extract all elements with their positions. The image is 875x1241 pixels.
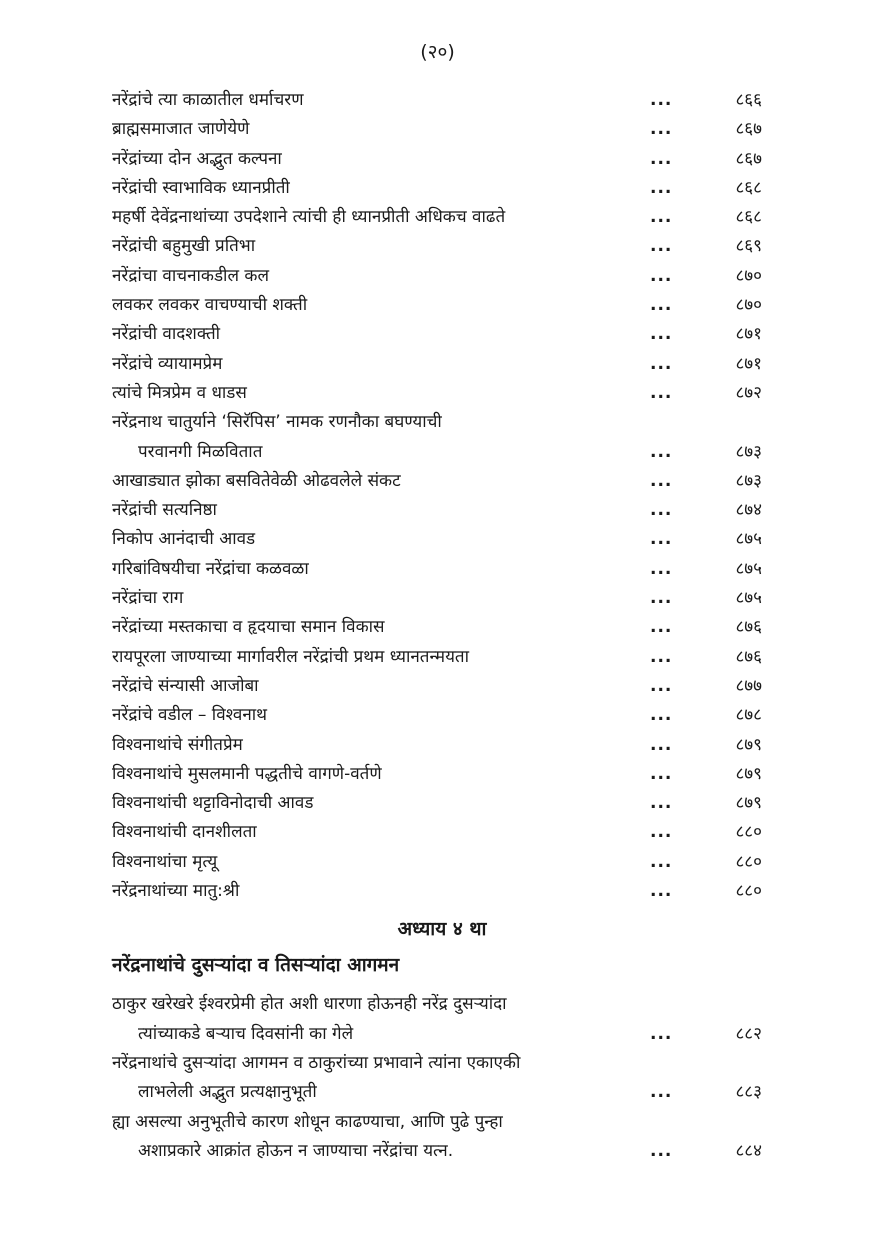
toc-leader-dots: ... xyxy=(650,353,673,374)
toc-group-1 xyxy=(112,86,772,408)
toc-leader-dots: ... xyxy=(650,705,673,726)
toc-entry xyxy=(112,990,772,1049)
toc-leader-dots: ... xyxy=(650,148,673,169)
toc-entry-title: गरिबांविषयीचा नरेंद्रांचा कळवळा xyxy=(112,558,309,579)
toc-entry xyxy=(112,174,772,203)
toc-page-number: ८८० xyxy=(735,881,762,902)
toc-entry-title-line2: त्यांच्याकडे बऱ्याच दिवसांनी का गेले xyxy=(138,1023,354,1044)
toc-entry-title xyxy=(112,1049,650,1108)
toc-entry xyxy=(112,584,772,613)
toc-entry xyxy=(112,232,772,261)
toc-entry xyxy=(112,731,772,760)
toc-leader-dots: ... xyxy=(650,324,673,345)
toc-leader-dots: ... xyxy=(650,529,673,550)
section-heading: नरेंद्रनाथांचे दुसऱ्यांदा व तिसऱ्यांदा आगमन xyxy=(112,954,400,977)
table-of-contents xyxy=(112,86,772,1166)
toc-page-number: ८७९ xyxy=(735,793,762,814)
toc-entry-title-line1: नरेंद्रनाथांचे दुसऱ्यांदा आगमन व ठाकुरांच्या प्रभावाने त्यांना एकाएकी xyxy=(112,1052,521,1073)
toc-page-number: ८७० xyxy=(735,295,762,316)
toc-entry xyxy=(112,115,772,144)
toc-entry-title xyxy=(112,990,650,1049)
page-number: (२०) xyxy=(420,41,455,63)
toc-page-number: ८७५ xyxy=(735,529,762,550)
toc-leader-dots: ... xyxy=(650,588,673,609)
toc-entry-title: रायपूरला जाण्याच्या मार्गावरील नरेंद्रांची प्रथम ध्यानतन्मयता xyxy=(112,646,470,667)
toc-page-number: ८८२ xyxy=(735,1023,762,1044)
toc-entry-title: ब्राह्मसमाजात जाणेयेणे xyxy=(112,119,250,140)
toc-page-number: ८७५ xyxy=(735,558,762,579)
toc-leader-dots: ... xyxy=(650,734,673,755)
toc-leader-dots: ... xyxy=(650,90,673,110)
toc-entry-title: नरेंद्रांचे व्यायामप्रेम xyxy=(112,353,223,374)
toc-leader-dots: ... xyxy=(650,441,673,462)
toc-entry-title: नरेंद्रांचा वाचनाकडील कल xyxy=(112,265,269,286)
toc-page-number: ८६९ xyxy=(735,236,762,257)
toc-entry xyxy=(112,262,772,291)
toc-entry-title: निकोप आनंदाची आवड xyxy=(112,529,256,550)
toc-entry-title: नरेंद्रांच्या दोन अद्भुत कल्पना xyxy=(112,148,282,169)
toc-entry xyxy=(112,555,772,584)
toc-entry-title: नरेंद्रनाथांच्या मातु:श्री xyxy=(112,881,240,902)
toc-entry xyxy=(112,408,772,467)
toc-entry-title: नरेंद्रांच्या मस्तकाचा व हृदयाचा समान विकास xyxy=(112,617,385,638)
toc-entry xyxy=(112,848,772,877)
toc-entry xyxy=(112,789,772,818)
toc-entry-title-line2: परवानगी मिळवितात xyxy=(138,441,263,462)
toc-entry-title: नरेंद्रांचे संन्यासी आजोबा xyxy=(112,675,259,696)
toc-entry-title: नरेंद्रांची सत्यनिष्ठा xyxy=(112,500,217,521)
toc-leader-dots: ... xyxy=(650,119,673,140)
toc-leader-dots: ... xyxy=(650,851,673,872)
toc-entry xyxy=(112,613,772,642)
toc-leader-dots: ... xyxy=(650,617,673,638)
toc-leader-dots: ... xyxy=(650,295,673,316)
toc-page-number: ८७२ xyxy=(735,382,762,403)
toc-page-number: ८७९ xyxy=(735,734,762,755)
toc-entry-title: लवकर लवकर वाचण्याची शक्ती xyxy=(112,295,308,316)
toc-page-number: ८७५ xyxy=(735,588,762,609)
toc-entry-title-line2: लाभलेली अद्भुत प्रत्यक्षानुभूती xyxy=(138,1082,317,1103)
toc-page-number: ८७१ xyxy=(735,353,762,374)
toc-page-number: ८७३ xyxy=(735,470,762,491)
toc-page-number: ८६८ xyxy=(735,207,762,228)
toc-entry-title: विश्वनाथांचे मुसलमानी पद्धतीचे वागणे-वर्तणे xyxy=(112,763,382,784)
toc-leader-dots: ... xyxy=(650,207,673,228)
toc-entry xyxy=(112,467,772,496)
toc-leader-dots: ... xyxy=(650,881,673,902)
toc-entry-title: विश्वनाथांची थट्टाविनोदाची आवड xyxy=(112,793,314,814)
toc-entry xyxy=(112,877,772,906)
toc-entry-title: नरेंद्रांची बहुमुखी प्रतिभा xyxy=(112,236,256,257)
toc-page-number: ८७९ xyxy=(735,763,762,784)
toc-leader-dots: ... xyxy=(650,558,673,579)
toc-entry xyxy=(112,379,772,408)
toc-entry-title: विश्वनाथांचा मृत्यू xyxy=(112,851,218,872)
toc-entry-title-line1: नरेंद्रनाथ चातुर्याने ‘सिरॅपिस’ नामक रणनौका बघण्याची xyxy=(112,412,442,433)
toc-leader-dots: ... xyxy=(650,470,673,491)
toc-page-number: ८७१ xyxy=(735,324,762,345)
toc-entry-title xyxy=(112,408,650,467)
toc-page-number: ८७७ xyxy=(735,675,762,696)
toc-leader-dots: ... xyxy=(650,1082,673,1103)
toc-entry xyxy=(112,203,772,232)
toc-group-3 xyxy=(112,990,772,1166)
toc-entry-title-line1: ह्या असल्या अनुभूतीचे कारण शोधून काढण्याचा, आणि पुढे पुन्हा xyxy=(112,1111,503,1132)
toc-entry-title xyxy=(112,1108,650,1167)
toc-page-number: ८७३ xyxy=(735,441,762,462)
toc-page-number: ८८० xyxy=(735,851,762,872)
toc-entry-title: नरेंद्रांचे वडील – विश्वनाथ xyxy=(112,705,268,726)
toc-entry-title: नरेंद्रांची वादशक्ती xyxy=(112,324,221,345)
toc-entry xyxy=(112,86,772,115)
toc-leader-dots: ... xyxy=(650,675,673,696)
toc-page-number: ८७८ xyxy=(735,705,762,726)
toc-entry-title: महर्षी देवेंद्रनाथांच्या उपदेशाने त्यांची ही ध्यानप्रीती अधिकच वाढते xyxy=(112,207,506,228)
toc-page-number: ८६६ xyxy=(735,90,762,110)
toc-entry-title: आखाड्यात झोका बसवितेवेळी ओढवलेले संकट xyxy=(112,470,401,491)
toc-page-number: ८८४ xyxy=(735,1140,762,1161)
toc-entry xyxy=(112,145,772,174)
toc-leader-dots: ... xyxy=(650,500,673,521)
toc-page-number: ८६७ xyxy=(735,119,762,140)
toc-entry xyxy=(112,350,772,379)
toc-leader-dots: ... xyxy=(650,763,673,784)
toc-group-2 xyxy=(112,467,772,906)
toc-entry xyxy=(112,320,772,349)
toc-leader-dots: ... xyxy=(650,646,673,667)
toc-entry xyxy=(112,760,772,789)
toc-entry-title: विश्वनाथांची दानशीलता xyxy=(112,822,257,843)
toc-entry-title: विश्वनाथांचे संगीतप्रेम xyxy=(112,734,243,755)
toc-entry xyxy=(112,818,772,847)
toc-entry-title-line2: अशाप्रकारे आक्रांत होऊन न जाण्याचा नरेंद्रांचा यत्न. xyxy=(138,1140,454,1161)
toc-entry-title: त्यांचे मित्रप्रेम व धाडस xyxy=(112,382,247,403)
toc-page-number: ८६८ xyxy=(735,177,762,198)
chapter-heading: अध्याय ४ था xyxy=(397,918,487,941)
toc-entry xyxy=(112,701,772,730)
toc-leader-dots: ... xyxy=(650,236,673,257)
toc-page-number: ८७६ xyxy=(735,646,762,667)
toc-leader-dots: ... xyxy=(650,793,673,814)
toc-page-number: ८७० xyxy=(735,265,762,286)
toc-entry-title: नरेंद्रांचा राग xyxy=(112,588,184,609)
toc-entry xyxy=(112,496,772,525)
toc-page-number: ८७४ xyxy=(735,500,762,521)
toc-entry xyxy=(112,643,772,672)
toc-entry xyxy=(112,672,772,701)
toc-entry xyxy=(112,1108,772,1167)
toc-leader-dots: ... xyxy=(650,382,673,403)
toc-page-number: ८६७ xyxy=(735,148,762,169)
toc-leader-dots: ... xyxy=(650,177,673,198)
toc-leader-dots: ... xyxy=(650,822,673,843)
toc-entry-title-line1: ठाकुर खरेखरे ईश्वरप्रेमी होत अशी धारणा होऊनही नरेंद्र दुसऱ्यांदा xyxy=(112,994,507,1015)
toc-page-number: ८७६ xyxy=(735,617,762,638)
toc-entry-title: नरेंद्रांची स्वाभाविक ध्यानप्रीती xyxy=(112,177,290,198)
toc-entry-title: नरेंद्रांचे त्या काळातील धर्माचरण xyxy=(112,90,304,110)
toc-entry xyxy=(112,291,772,320)
toc-leader-dots: ... xyxy=(650,1140,673,1161)
toc-page-number: ८८३ xyxy=(735,1082,762,1103)
toc-leader-dots: ... xyxy=(650,1023,673,1044)
toc-page-number: ८८० xyxy=(735,822,762,843)
toc-leader-dots: ... xyxy=(650,265,673,286)
toc-entry xyxy=(112,525,772,554)
toc-entry xyxy=(112,1049,772,1108)
